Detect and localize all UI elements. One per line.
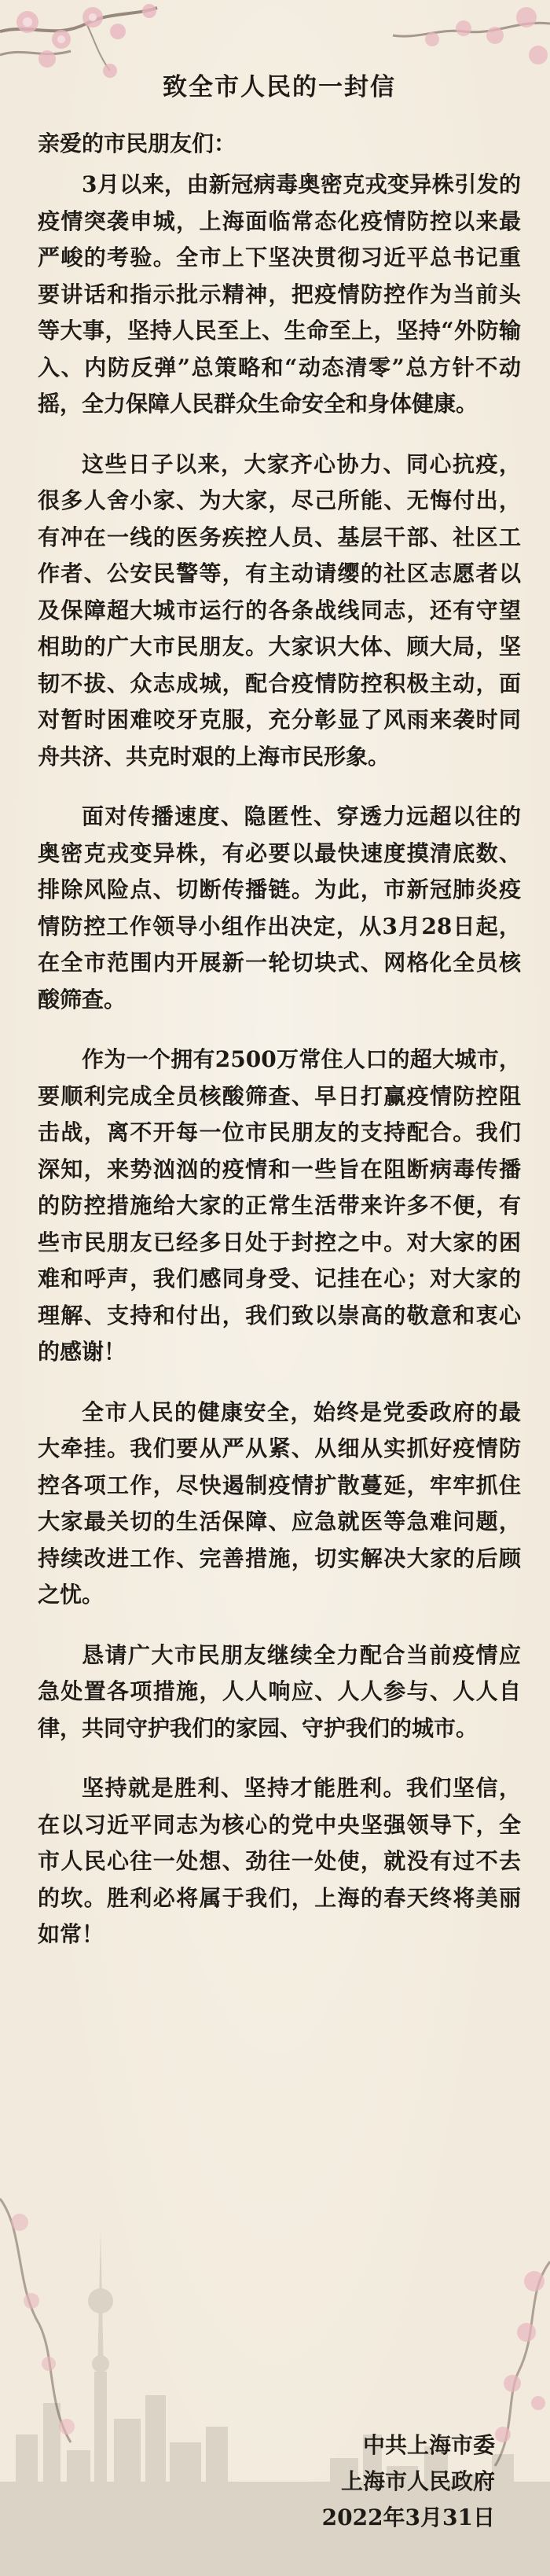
letter-greeting: 亲爱的市民朋友们： xyxy=(38,130,236,156)
letter-paragraph-4: 作为一个拥有2500万常住人口的超大城市，要顺利完成全员核酸筛查、早日打赢疫情防控阻击战，离不开每一位市民朋友的支持配合。我们深知，来势汹汹的疫情和一些旨在阻断病毒传播的防控措施给大家的正常生活带来许多不便，有些市民朋友已经多日处于封控之中。对大家的困难和呼声，我们感同身受、记挂在心；对大家的理解、支持和付出，我们致以崇高的敬意和衷心的感谢！ xyxy=(38,1046,521,1365)
letter-paragraph-5: 全市人民的健康安全，始终是党委政府的最大牵挂。我们要从严从紧、从细从实抓好疫情防控各项工作，尽快遏制疫情扩散蔓延，牢牢抓住大家最关切的生活保障、应急就医等急难问题，持续改进工作、完善措施，切实解决大家的后顾之忧。 xyxy=(38,1398,521,1608)
signature-org-party-committee: 中共上海市委 xyxy=(362,2432,495,2458)
letter-paragraph-1: 3月以来，由新冠病毒奥密克戎变异株引发的疫情突袭申城，上海面临常态化疫情防控以来最严峻的考验。全市上下坚决贯彻习近平总书记重要讲话和指示批示精神，把疫情防控作为当前头等大事，坚持人民至上、生命至上，坚持“外防输入、内防反弹”总策略和“动态清零”总方针不动摇，全力保障人民群众生命安全和身体健康。 xyxy=(38,171,521,417)
plum-blossom-bottom-left-decoration xyxy=(0,2167,110,2576)
letter-signature xyxy=(322,2427,495,2536)
letter-paragraph-3: 面对传播速度、隐匿性、穿透力远超以往的奥密克戎变异株，有必要以最快速度摸清底数、排除风险点、切断传播链。为此，市新冠肺炎疫情防控工作领导小组作出决定，从3月28日起，在全市范围内开展新一轮切块式、网格化全员核酸筛查。 xyxy=(38,803,521,1012)
letter-title: 致全市人民的一封信 xyxy=(163,73,396,101)
letter-body xyxy=(38,67,521,1977)
signature-org-government: 上海市人民政府 xyxy=(340,2468,495,2494)
signature-date: 2022年3月31日 xyxy=(321,2504,495,2530)
letter-paragraph-2: 这些日子以来，大家齐心协力、同心抗疫，很多人舍小家、为大家，尽己所能、无悔付出，有冲在一线的医务疾控人员、基层干部、社区工作者、公安民警等，有主动请缨的社区志愿者以及保障超大城市运行的各条战线同志，还有守望相助的广大市民朋友。大家识大体、顾大局，坚韧不拔、众志成城，配合疫情防控积极主动，面对暂时困难咬牙克服，充分彰显了风雨来袭时同舟共济、共克时艰的上海市民形象。 xyxy=(38,450,521,770)
letter-paragraph-7: 坚持就是胜利、坚持才能胜利。我们坚信，在以习近平同志为核心的党中央坚强领导下，全市人民心往一处想、劲往一处使，就没有过不去的坎。胜利必将属于我们，上海的春天终将美丽如常！ xyxy=(38,1775,521,1947)
letter-paragraph-6: 恳请广大市民朋友继续全力配合当前疫情应急处置各项措施，人人响应、人人参与、人人自律，共同守护我们的家园、守护我们的城市。 xyxy=(38,1641,521,1741)
